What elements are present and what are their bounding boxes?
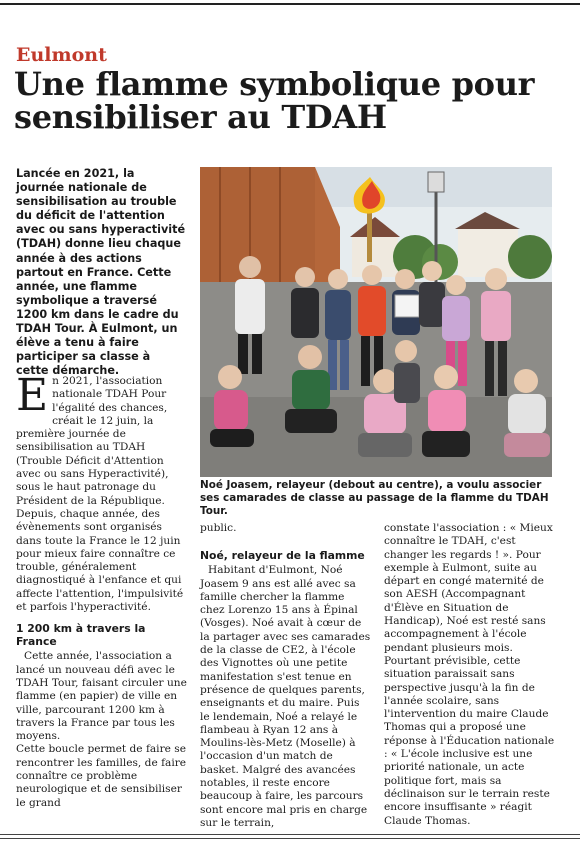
- column-paragraph: [16, 370, 188, 508]
- bottom-rule: [0, 834, 580, 835]
- article-lead: Lancée en 2021, la journée nationale de sensibilisation au trouble du déficit de l'attention avec ou sans hyperactivité (TDAH) donne lieu chaque année à des actions partout en France. Cette année, une flamme symbolique a traversé 1200 km dans le cadre du TDAH Tour. À Eulmont, un élève a tenu à faire participer sa classe à cette démarche.: [16, 167, 186, 378]
- section-kicker: Eulmont: [16, 44, 107, 66]
- section-subhead: Noé, relayeur de la flamme: [200, 549, 365, 563]
- column-paragraph: Habitant d'Eulmont, Noé Joasem 9 ans est allé avec sa famille chercher la flamme chez Lorenzo 15 ans à Épinal (Vosges). Noé avait à cœur de la partager avec ses camarades de la classe de CE2, à l'école des Vignottes où une petite manifestation s'est tenue en présence de quelques parents, enseignants et du maire. Puis le lendemain, Noé a relayé le flambeau à Ryan 12 ans à Moulins-lès-Metz (Moselle) à l'occasion d'un match de basket. Malgré des avancées notables, il reste encore beaucoup à faire, les parcours sont encore mal pris en charge sur le terrain,: [200, 564, 371, 829]
- article-photo: [200, 167, 552, 477]
- article-column-3: [384, 522, 556, 828]
- column-paragraph: public.: [200, 522, 237, 534]
- article-column-1: [16, 370, 188, 810]
- column-paragraph: Cette boucle permet de faire se rencontrer les familles, de faire connaître ce problème neurologique et de sensibiliser le grand: [16, 743, 187, 809]
- bottom-rule: [0, 838, 580, 839]
- top-rule: [0, 3, 580, 5]
- column-paragraph: constate l'association : « Mieux connaître le TDAH, c'est changer les regards ! ». Pour exemple à Eulmont, suite au départ en congé maternité de son AESH (Accompagnant d'Élève en Situation de Handicap), Noé est resté sans accompagnement à l'école pendant plusieurs mois. Pourtant prévisible, cette situation paraissait sans perspective jusqu'à la fin de l'année scolaire, sans l'intervention du maire Claude Thomas qui a proposé une réponse à l'Éducation nationale : « L'école inclusive est une priorité nationale, un acte politique fort, mais sa déclinaison sur le terrain reste encore insuffisante » réagit Claude Thomas.: [384, 522, 555, 827]
- drop-cap: E: [16, 370, 49, 421]
- column-paragraph: Depuis, chaque année, des évènements sont organisés dans toute la France le 12 juin pour mieux faire connaître ce trouble, généralement diagnostiqué à l'enfance et qui affecte l'attention, l'impulsivité et parfois l'hyperactivité.: [16, 507, 184, 614]
- column-paragraph: Cette année, l'association a lancé un nouveau défi avec le TDAH Tour, faisant circuler une flamme (en papier) de ville en ville, parcourant 1200 km à travers la France par tous les moyens.: [16, 650, 187, 743]
- group-photo-illustration: [200, 167, 552, 477]
- photo-caption: Noé Joasem, relayeur (debout au centre), a voulu associer ses camarades de classe au passage de la flamme du TDAH Tour.: [200, 479, 549, 517]
- paragraph-text: n 2021, l'association nationale TDAH Pour l'égalité des chances, créait le 12 juin, la première journée de sensibilisation au TDAH (Trouble Déficit d'Attention avec ou sans Hyperactivité), sous le haut patronage du Président de la République.: [16, 375, 169, 507]
- article-headline: Une flamme symbolique pour sensibiliser au TDAH: [14, 65, 535, 136]
- section-subhead: 1 200 km à travers la France: [16, 622, 146, 649]
- article-column-2: [200, 522, 372, 830]
